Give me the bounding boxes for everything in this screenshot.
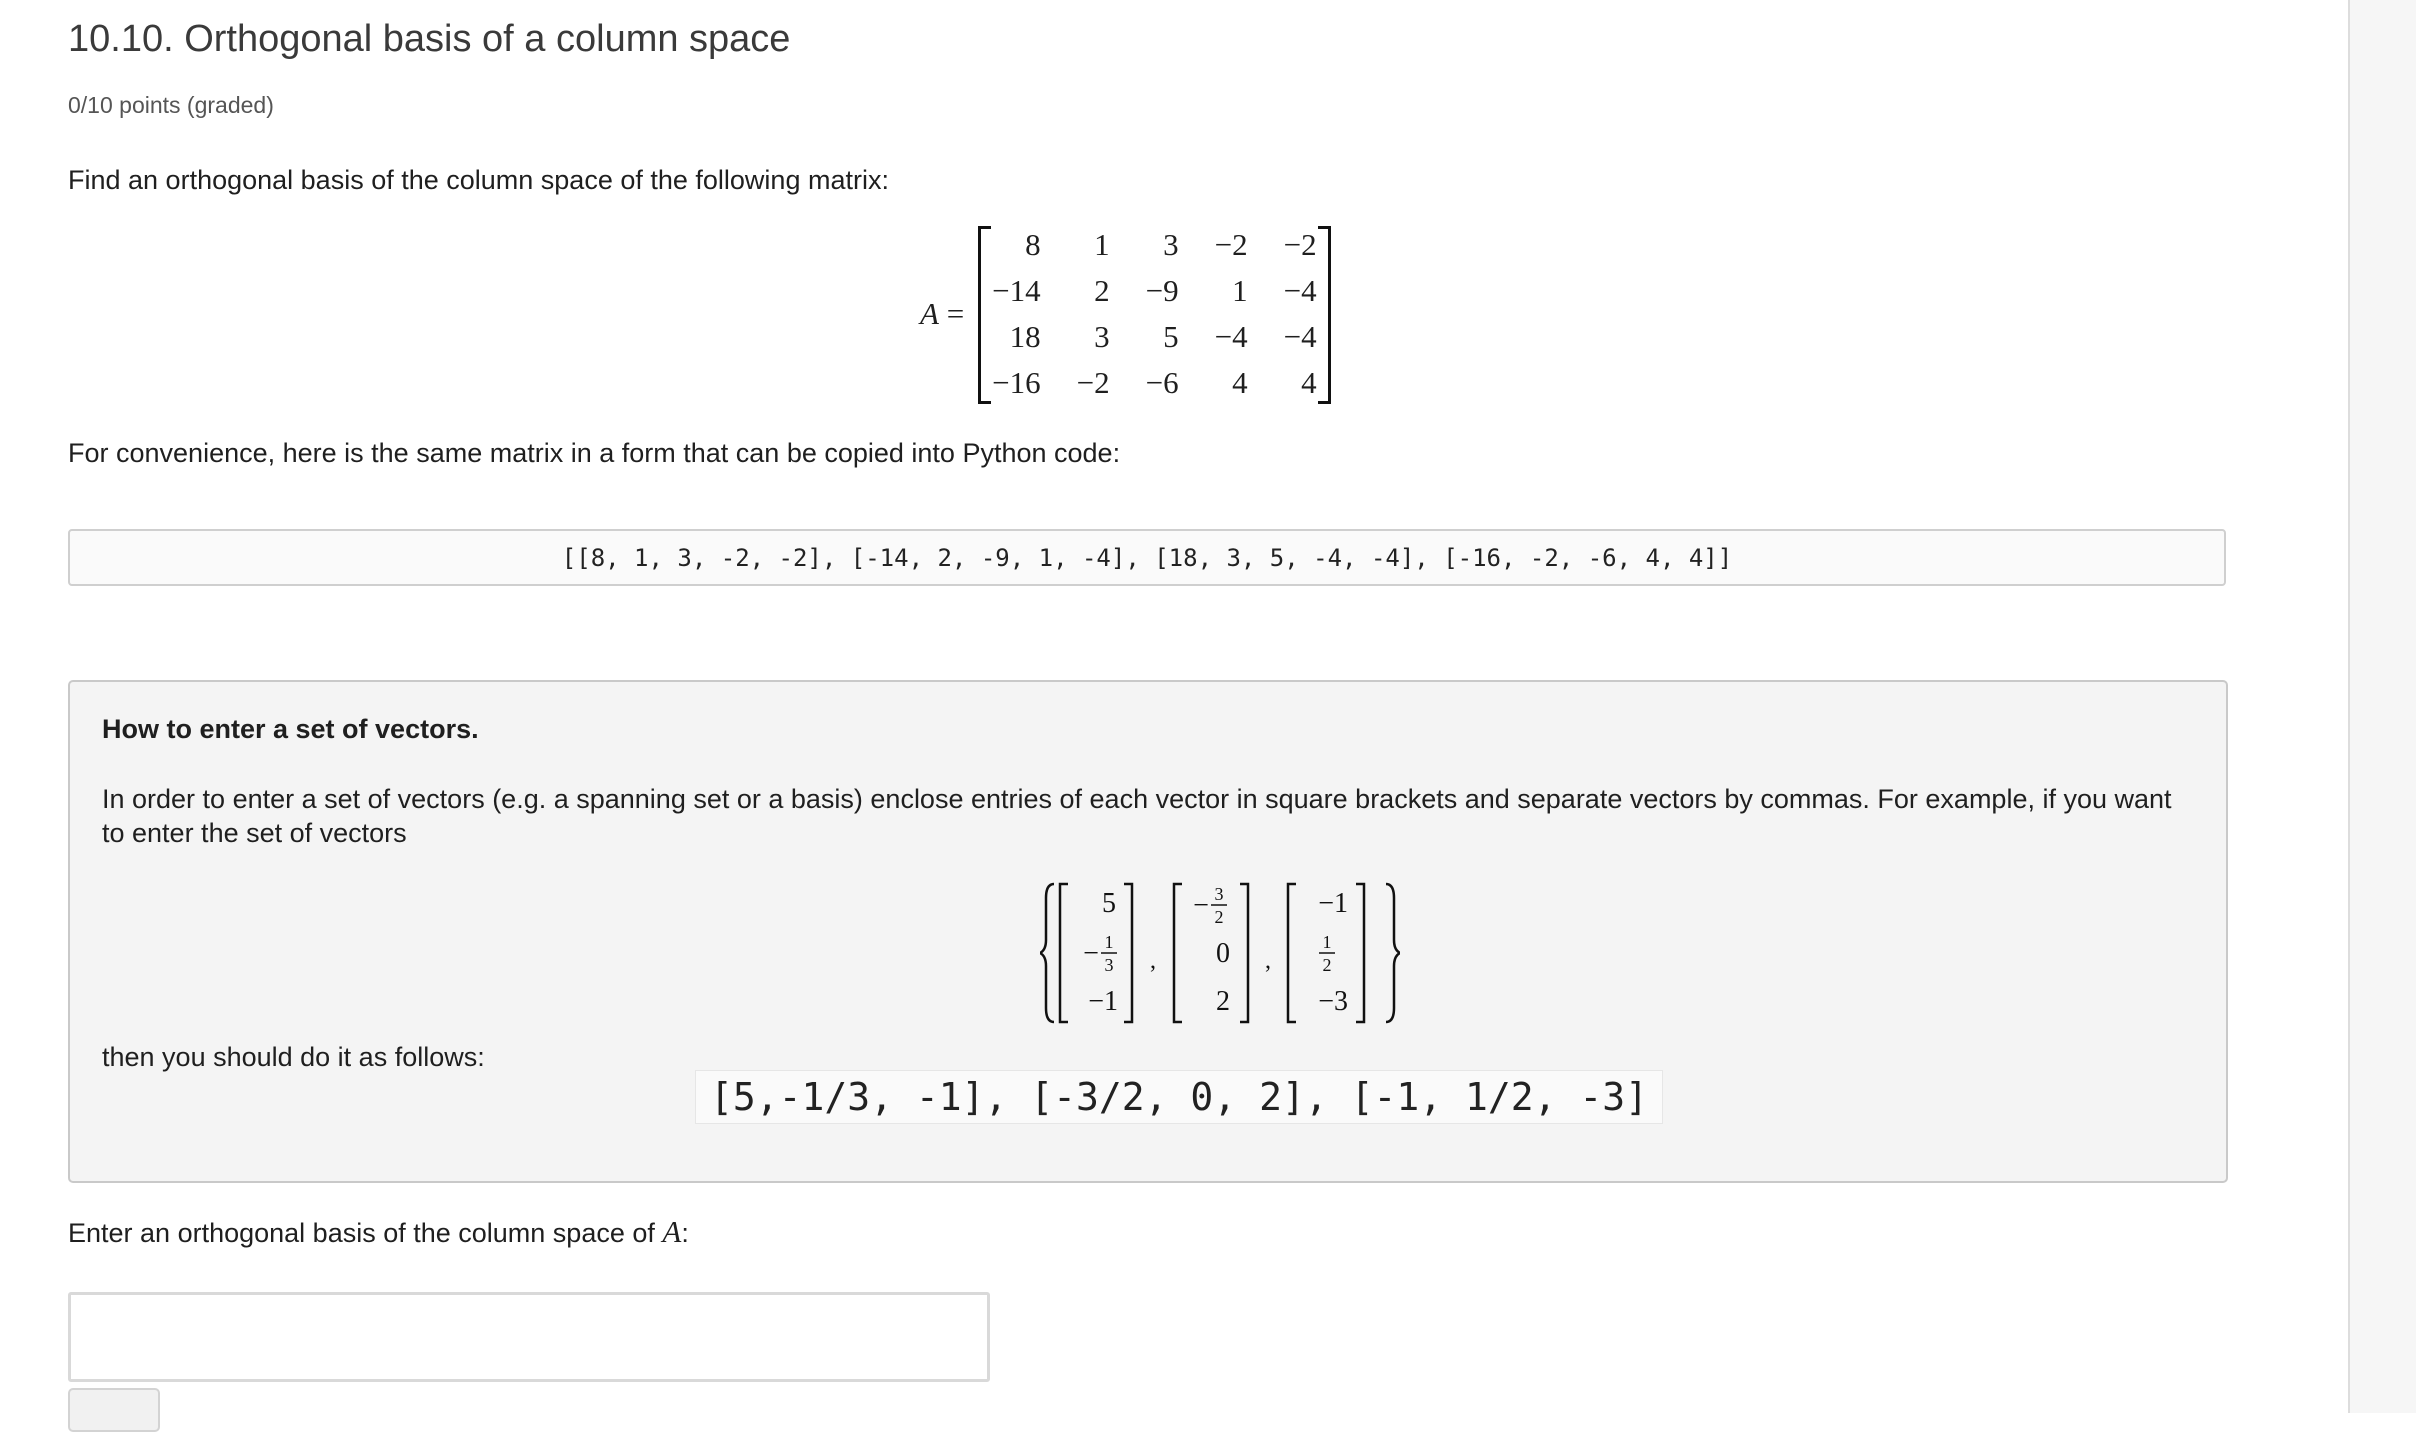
then-text: then you should do it as follows: — [102, 1042, 485, 1072]
left-brace — [1040, 884, 1054, 1022]
matrix-label: A = — [920, 296, 965, 331]
right-brace — [1386, 884, 1400, 1022]
copy-note: For convenience, here is the same matrix in a form that can be copied into Python code: — [68, 438, 1121, 468]
prompt-variable: A — [662, 1214, 682, 1249]
matrix-cell: −9 — [1145, 273, 1179, 308]
vector-entry: 5 — [1102, 888, 1116, 919]
page-title: 10.10. Orthogonal basis of a column space — [68, 18, 791, 60]
matrix-cell: −4 — [1283, 273, 1317, 308]
matrix-brackets — [978, 222, 1330, 406]
vector-bracket — [1174, 884, 1182, 1022]
matrix-cell: 5 — [1163, 319, 1179, 354]
fraction-numerator: 3 — [1214, 884, 1224, 904]
fraction-numerator: 1 — [1322, 932, 1332, 952]
matrix-cell: 1 — [1094, 227, 1110, 262]
matrix-cell: −14 — [992, 273, 1041, 308]
fraction-denominator: 2 — [1214, 907, 1224, 927]
matrix-cell: 8 — [1025, 227, 1041, 262]
vector-entry: −1 — [1088, 986, 1118, 1017]
question-intro: Find an orthogonal basis of the column space of the following matrix: — [68, 165, 889, 195]
prompt-suffix: : — [681, 1218, 689, 1248]
matrix-cell: 1 — [1232, 273, 1248, 308]
matrix-row — [992, 314, 1316, 360]
matrix-cell: −2 — [1283, 227, 1317, 262]
submit-button[interactable] — [68, 1388, 160, 1432]
matrix-cell: 3 — [1163, 227, 1179, 262]
vector-entry: 2 — [1216, 986, 1230, 1017]
help-text: In order to enter a set of vectors (e.g. a spanning set or a basis) enclose entries of each vector in square brackets and separate vectors by commas. For example, if you want to enter the set of vectors — [102, 784, 2172, 848]
vector-bracket — [1060, 884, 1068, 1022]
matrix-cell: −6 — [1145, 365, 1179, 400]
minus-sign: − — [1193, 890, 1209, 921]
fraction-numerator: 1 — [1104, 932, 1114, 952]
matrix-cell: 18 — [1009, 319, 1041, 354]
vector-bracket — [1356, 884, 1364, 1022]
page-scrollbar[interactable] — [2348, 0, 2416, 1413]
help-title: How to enter a set of vectors. — [102, 714, 479, 744]
python-code-box[interactable]: [[8, 1, 3, -2, -2], [-14, 2, -9, 1, -4], [18, 3, 5, -4, -4], [-16, -2, -6, 4, 4]] — [68, 529, 2226, 586]
matrix-cell: −16 — [992, 365, 1041, 400]
vector-set-example — [1040, 878, 1400, 1028]
answer-prompt — [68, 1214, 689, 1250]
separator-comma: , — [1265, 948, 1271, 974]
answer-input[interactable] — [68, 1292, 990, 1382]
vector-entry: −1 — [1318, 888, 1348, 919]
matrix-cell: −2 — [1076, 365, 1110, 400]
matrix-cell: −4 — [1214, 319, 1248, 354]
separator-comma: , — [1150, 948, 1156, 974]
matrix-row — [992, 360, 1316, 406]
vector-bracket — [1124, 884, 1132, 1022]
matrix-cell: 2 — [1094, 273, 1110, 308]
matrix-cell: −4 — [1283, 319, 1317, 354]
vector-bracket — [1240, 884, 1248, 1022]
matrix-row — [992, 222, 1316, 268]
matrix-table — [992, 222, 1316, 406]
vector-entry: 0 — [1216, 938, 1230, 969]
minus-sign: − — [1083, 938, 1099, 969]
points-status: 0/10 points (graded) — [68, 92, 274, 118]
prompt-text: Enter an orthogonal basis of the column space of — [68, 1218, 655, 1248]
matrix-display — [920, 222, 1331, 406]
matrix-cell: −2 — [1214, 227, 1248, 262]
example-input: [5,-1/3, -1], [-3/2, 0, 2], [-1, 1/2, -3] — [695, 1070, 1663, 1124]
fraction-denominator: 2 — [1322, 955, 1332, 975]
help-box — [68, 680, 2228, 1183]
matrix-cell: 4 — [1232, 365, 1248, 400]
matrix-cell: 4 — [1301, 365, 1317, 400]
vector-bracket — [1288, 884, 1296, 1022]
matrix-cell: 3 — [1094, 319, 1110, 354]
matrix-row — [992, 268, 1316, 314]
vector-entry: −3 — [1318, 986, 1348, 1017]
fraction-denominator: 3 — [1104, 955, 1114, 975]
